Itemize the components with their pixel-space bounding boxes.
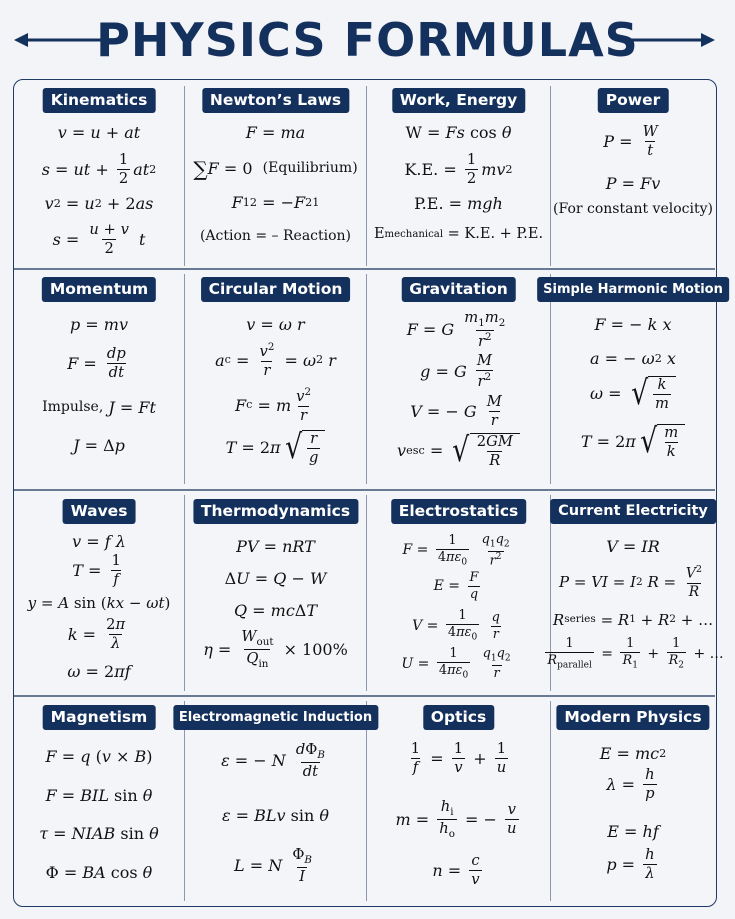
- section-title: Thermodynamics: [193, 499, 358, 524]
- section-title: Work, Energy: [392, 88, 525, 113]
- formula: Impulse, J = Ft: [42, 398, 156, 417]
- section-kinematics: [14, 80, 184, 268]
- formula-note: (For constant velocity): [553, 201, 713, 217]
- formula: n = c v: [432, 852, 480, 889]
- formula: s = ut + 1 2 at 2: [41, 151, 157, 188]
- formula: E = mc 2: [599, 744, 667, 763]
- formula: 1 f = 1 v + 1 u: [410, 740, 507, 777]
- formula: E = hf: [607, 822, 659, 841]
- section-title: Waves: [63, 499, 136, 524]
- formula-board: [13, 79, 724, 907]
- formula: ∑ F = 0 (Equilibrium): [193, 157, 358, 181]
- section-title: Electrostatics: [391, 499, 527, 524]
- section-modern-physics: [551, 697, 715, 906]
- arrow-right-icon: [619, 30, 715, 50]
- formula: Δ U = Q − W: [224, 569, 327, 588]
- formula: v = u + at: [57, 123, 141, 142]
- formula: E mechanical = K.E. + P.E.: [373, 226, 544, 242]
- formula: s = u + v 2 t: [52, 221, 146, 258]
- section-work-energy: [367, 80, 550, 268]
- page-title: PHYSICS FORMULAS: [96, 13, 639, 67]
- formula: Q = mc Δ T: [233, 601, 318, 620]
- section-current-electricity: [547, 491, 724, 695]
- formula-note: (Equilibrium): [262, 160, 358, 177]
- formula: F c = m $v^2$ r: [234, 386, 312, 425]
- section-title: Momentum: [42, 277, 156, 302]
- section-circular-motion: [185, 270, 366, 489]
- formula: P = W t: [603, 123, 658, 160]
- formula: K.E. = 1 2 mv 2: [404, 151, 513, 188]
- formula: R series = R 1 + R 2 + …: [552, 611, 714, 629]
- section-title: Gravitation: [401, 277, 516, 302]
- formula: T = 2 π √ r g: [185, 430, 366, 466]
- formula: P.E. = mgh: [414, 194, 503, 213]
- formula: v = f λ: [72, 532, 126, 551]
- section-title: Circular Motion: [201, 277, 351, 302]
- section-thermodynamics: [185, 491, 366, 695]
- section-electromagnetic-induction: [178, 697, 373, 906]
- section-waves: [14, 491, 184, 695]
- formula: E = F q: [433, 570, 479, 603]
- formula: L = N $\Phi_B$ I: [234, 846, 312, 886]
- section-title: Modern Physics: [556, 705, 709, 730]
- formula: ω = √ k m: [551, 376, 715, 412]
- formula: V = − G M r: [410, 393, 502, 430]
- formula: a c = $v^2$ r = ω 2 r: [215, 341, 336, 380]
- section-title: Simple Harmonic Motion: [537, 277, 729, 302]
- formula: F = q ( v × B ): [45, 747, 153, 766]
- formula: m = $h_i$ $h_o$ = − v u: [395, 798, 517, 841]
- formula: ε = − N $d\Phi_B$ dt: [221, 741, 325, 781]
- formula: g = G M $r^2$: [420, 352, 492, 391]
- header: [0, 0, 735, 80]
- formula: P = VI = I 2 R = $V^2$ R: [558, 564, 702, 600]
- formula: k = 2π λ: [67, 616, 126, 653]
- formula: V = IR: [606, 537, 660, 556]
- formula: F = − k x: [594, 315, 672, 334]
- formula: U = 1 $4\pi\varepsilon_0$ $q_1q_2$ r: [401, 646, 511, 682]
- section-optics: [367, 697, 550, 906]
- formula-note: (Action = – Reaction): [199, 228, 352, 244]
- formula: y = A sin ( kx − ωt ): [27, 594, 171, 612]
- formula: F = G $m_1m_2$ $r^2$: [406, 309, 506, 351]
- formula: V = 1 $4\pi\varepsilon_0$ q r: [412, 608, 500, 643]
- formula: v = ω r: [246, 315, 305, 334]
- section-title: Electromagnetic Induction: [173, 705, 378, 730]
- formula: p = h λ: [606, 846, 655, 883]
- formula: F = dp dt: [67, 345, 126, 382]
- formula: J = Δ p: [73, 436, 125, 455]
- section-momentum: [14, 270, 184, 489]
- formula: 1 $R_{parallel}$ = 1 $R_1$ + 1 $R_2$ + …: [547, 636, 724, 671]
- formula: T = 2 π √ m k: [551, 424, 715, 460]
- formula: W = Fs cos θ: [405, 123, 512, 142]
- section-electrostatics: [367, 491, 550, 695]
- formula-label: Impulse,: [42, 399, 104, 416]
- section-power: [551, 80, 715, 268]
- formula: F = 1 $4\pi\varepsilon_0$ $q_1q_2$ $r^2$: [402, 532, 510, 569]
- formula: p = mv: [69, 315, 129, 334]
- formula: F 12 = − F 21: [231, 193, 320, 212]
- section-title: Optics: [423, 705, 494, 730]
- formula: ε = BLv sin θ: [221, 806, 330, 825]
- formula: a = − ω 2 x: [590, 349, 676, 368]
- section-title: Power: [598, 88, 669, 113]
- formula: v 2 = u 2 + 2 as: [44, 194, 154, 213]
- formula: ω = 2 πf: [67, 662, 131, 681]
- section-gravitation: [367, 270, 550, 489]
- section-title: Kinematics: [43, 88, 156, 113]
- formula-label: × 100%: [283, 639, 348, 659]
- formula: η = $W_{out}$ $Q_{in}$ × 100%: [203, 628, 348, 671]
- formula: F = BIL sin θ: [45, 786, 153, 805]
- section-newtons-laws: [185, 80, 366, 268]
- formula: PV = nRT: [236, 537, 315, 556]
- formula: τ = NIAB sin θ: [39, 824, 159, 843]
- formula: v esc = √ 2GM R: [367, 433, 550, 469]
- formula: λ = h p: [606, 766, 655, 803]
- section-magnetism: [14, 697, 184, 906]
- section-title: Magnetism: [43, 705, 156, 730]
- formula: F = ma: [245, 123, 306, 142]
- formula: P = Fv: [605, 174, 661, 193]
- section-title: Current Electricity: [550, 499, 716, 524]
- formula: T = 1 f: [72, 552, 121, 589]
- section-simple-harmonic-motion: [543, 270, 723, 489]
- section-title: Newton’s Laws: [202, 88, 349, 113]
- formula: Φ = BA cos θ: [45, 863, 153, 882]
